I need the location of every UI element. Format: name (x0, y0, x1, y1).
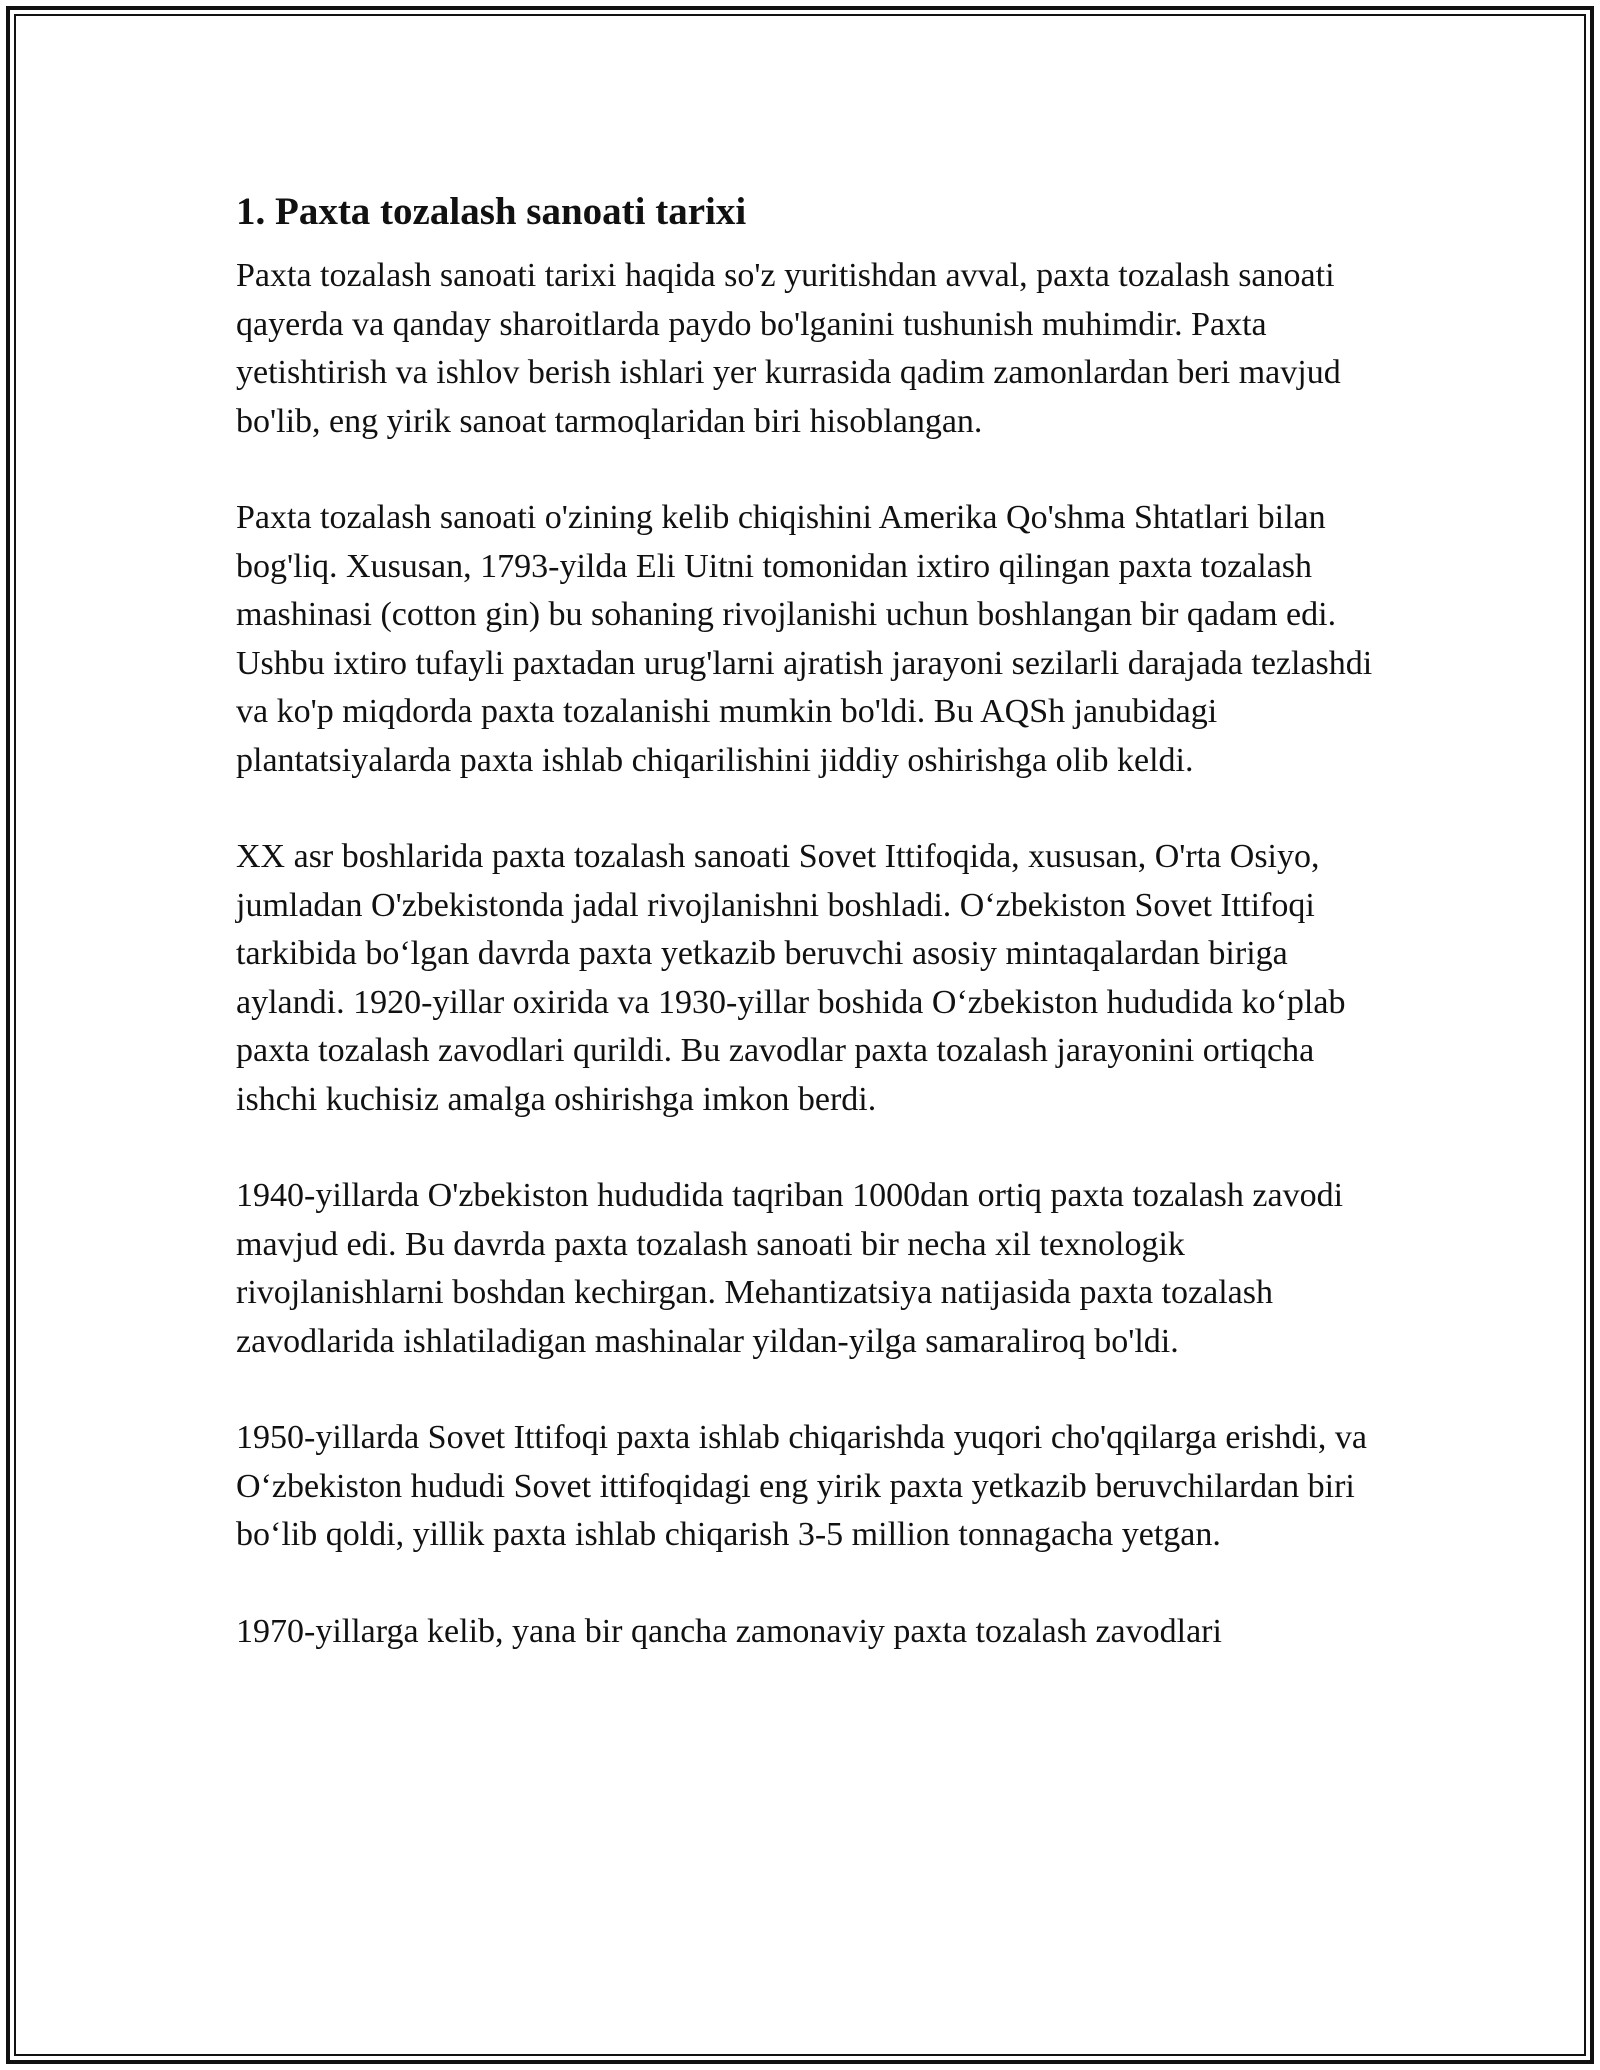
paragraph-soviet-uzbekistan: XX asr boshlarida paxta tozalash sanoati Sovet Ittifoqida, xususan, O'rta Osiyo, jumladan O'zbekistonda jadal rivojlanishni boshladi. O‘zbekiston Sovet Ittifoqi tarkibida bo‘lgan davrda paxta yetkazib beruvchi asosiy mintaqalardan biriga aylandi. 1920-yillar oxirida va 1930-yillar boshida O‘zbekiston hududida ko‘plab paxta tozalash zavodlari qurildi. Bu zavodlar paxta tozalash jarayonini ortiqcha ishchi kuchisiz amalga oshirishga imkon berdi. (236, 838, 1346, 1118)
section-heading: 1. Paxta tozalash sanoati tarixi (236, 190, 747, 233)
paragraph-usa-cotton-gin: Paxta tozalash sanoati o'zining kelib chiqishini Amerika Qo'shma Shtatlari bilan bog'liq. Xususan, 1793-yilda Eli Uitni tomonidan ixtiro qilingan paxta tozalash mashinasi (cotton gin) bu sohaning rivojlanishi uchun boshlangan bir qadam edi. Ushbu ixtiro tufayli paxtadan urug'larni ajratish jarayoni sezilarli darajada tezlashdi va ko'p miqdorda paxta tozalanishi mumkin bo'ldi. Bu AQSh janubidagi plantatsiyalarda paxta ishlab chiqarilishini jiddiy oshirishga olib keldi. (236, 499, 1373, 779)
paragraph-origins: Paxta tozalash sanoati tarixi haqida so'z yuritishdan avval, paxta tozalash sanoati qayerda va qanday sharoitlarda paydo bo'lganini tushunish muhimdir. Paxta yetishtirish va ishlov berish ishlari yer kurrasida qadim zamonlardan beri mavjud bo'lib, eng yirik sanoat tarmoqlaridan biri hisoblangan. (236, 257, 1341, 440)
paragraph-1940s: 1940-yillarda O'zbekiston hududida taqriban 1000dan ortiq paxta tozalash zavodi mavjud edi. Bu davrda paxta tozalash sanoati bir necha xil texnologik rivojlanishlarni boshdan kechirgan. Mehantizatsiya natijasida paxta tozalash zavodlarida ishlatiladigan mashinalar yildan-yilga samaraliroq bo'ldi. (236, 1177, 1344, 1360)
paragraph-1970s: 1970-yillarga kelib, yana bir qancha zamonaviy paxta tozalash zavodlari (236, 1612, 1222, 1650)
paragraph-1950s: 1950-yillarda Sovet Ittifoqi paxta ishlab chiqarishda yuqori cho'qqilarga erishdi, va O‘zbekiston hududi Sovet ittifoqidagi eng yirik paxta yetkazib beruvchilardan biri bo‘lib qoldi, yillik paxta ishlab chiqarish 3-5 million tonnagacha yetgan. (236, 1419, 1367, 1553)
document-body (236, 186, 1376, 1704)
